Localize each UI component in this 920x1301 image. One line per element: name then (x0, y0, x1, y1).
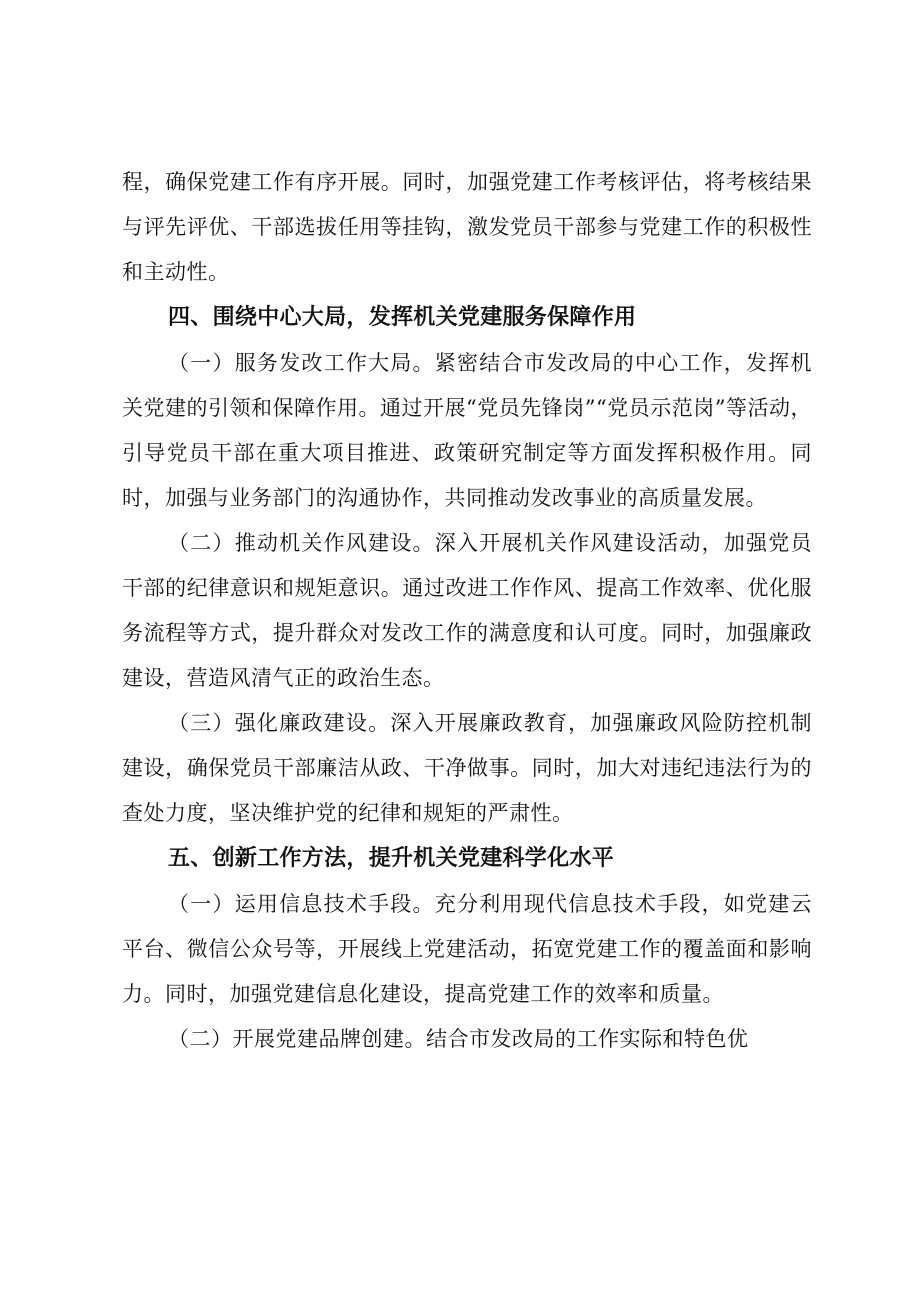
paragraph-4-2: （二）推动机关作风建设。深入开展机关作风建设活动，加强党员干部的纪律意识和规矩意识。通过改进工作作风、提高工作效率、优化服务流程等方式，提升群众对发改工作的满意度和认可度。同时，加强廉政建设，营造风清气正的政治生态。 (122, 531, 812, 690)
paragraph-continuation: 程，确保党建工作有序开展。同时，加强党建工作考核评估，将考核结果与评先评优、干部选拔任用等挂钩，激发党员干部参与党建工作的积极性和主动性。 (122, 170, 812, 284)
section-heading-five: 五、创新工作方法，提升机关党建科学化水平 (168, 846, 615, 871)
paragraph-4-3: （三）强化廉政建设。深入开展廉政教育，加强廉政风险防控机制建设，确保党员干部廉洁从政、干净做事。同时，加大对违纪违法行为的查处力度，坚决维护党的纪律和规矩的严肃性。 (122, 711, 812, 825)
document-body (122, 160, 812, 1062)
paragraph-4-1: （一）服务发改工作大局。紧密结合市发改局的中心工作，发挥机关党建的引领和保障作用。通过开展“党员先锋岗”“党员示范岗”等活动，引导党员干部在重大项目推进、政策研究制定等方面发挥积极作用。同时，加强与业务部门的沟通协作，共同推动发改事业的高质量发展。 (122, 351, 812, 510)
paragraph-5-2: （二）开展党建品牌创建。结合市发改局的工作实际和特色优 (168, 1027, 749, 1051)
section-heading-four: 四、围绕中心大局，发挥机关党建服务保障作用 (168, 305, 637, 330)
paragraph-5-1: （一）运用信息技术手段。充分利用现代信息技术手段，如党建云平台、微信公众号等，开展线上党建活动，拓宽党建工作的覆盖面和影响力。同时，加强党建信息化建设，提高党建工作的效率和质量。 (122, 892, 812, 1006)
